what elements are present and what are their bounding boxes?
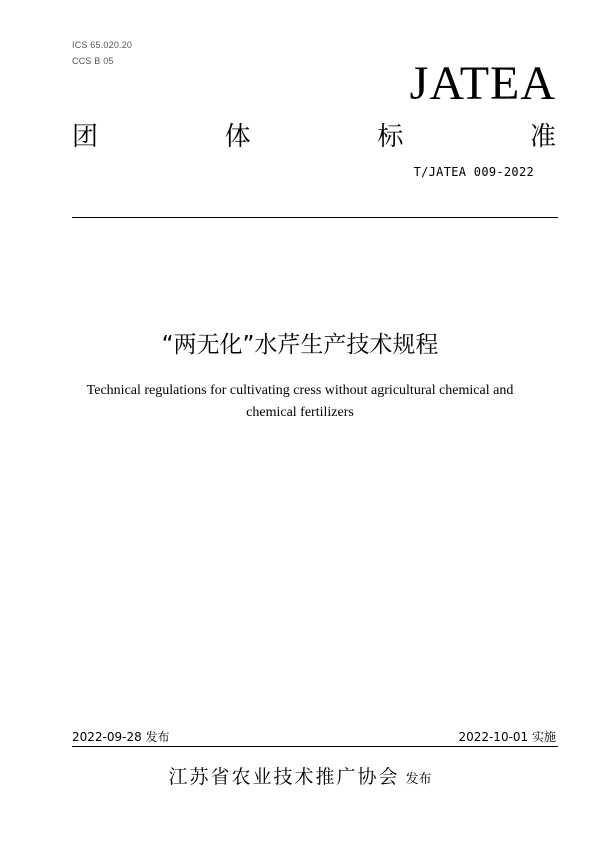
publisher-suffix: 发布 — [405, 772, 432, 787]
top-divider — [72, 217, 558, 218]
ics-code: ICS 65.020.20 — [72, 40, 133, 50]
standard-type-char: 准 — [529, 122, 556, 152]
standard-number: T/JATEA 009-2022 — [413, 165, 534, 179]
implementation-date: 2022-10-01 实施 — [458, 730, 556, 744]
issue-date: 2022-09-28 发布 — [72, 730, 170, 744]
bottom-divider — [72, 746, 558, 747]
standard-type-char: 团 — [72, 122, 99, 152]
standard-type-char: 体 — [224, 122, 251, 152]
standard-type-heading — [72, 120, 556, 154]
ccs-code: CCS B 05 — [72, 56, 114, 66]
organization-logo: JATEA — [409, 57, 556, 110]
document-title-chinese: “两无化”水芹生产技术规程 — [161, 332, 439, 358]
publisher-name: 江苏省农业技术推广协会 — [168, 766, 400, 788]
document-title-english: Technical regulations for cultivating cress without agricultural chemical and chemical fertilizers — [86, 383, 514, 420]
publisher-line — [0, 762, 600, 789]
standard-type-char: 标 — [377, 122, 404, 152]
